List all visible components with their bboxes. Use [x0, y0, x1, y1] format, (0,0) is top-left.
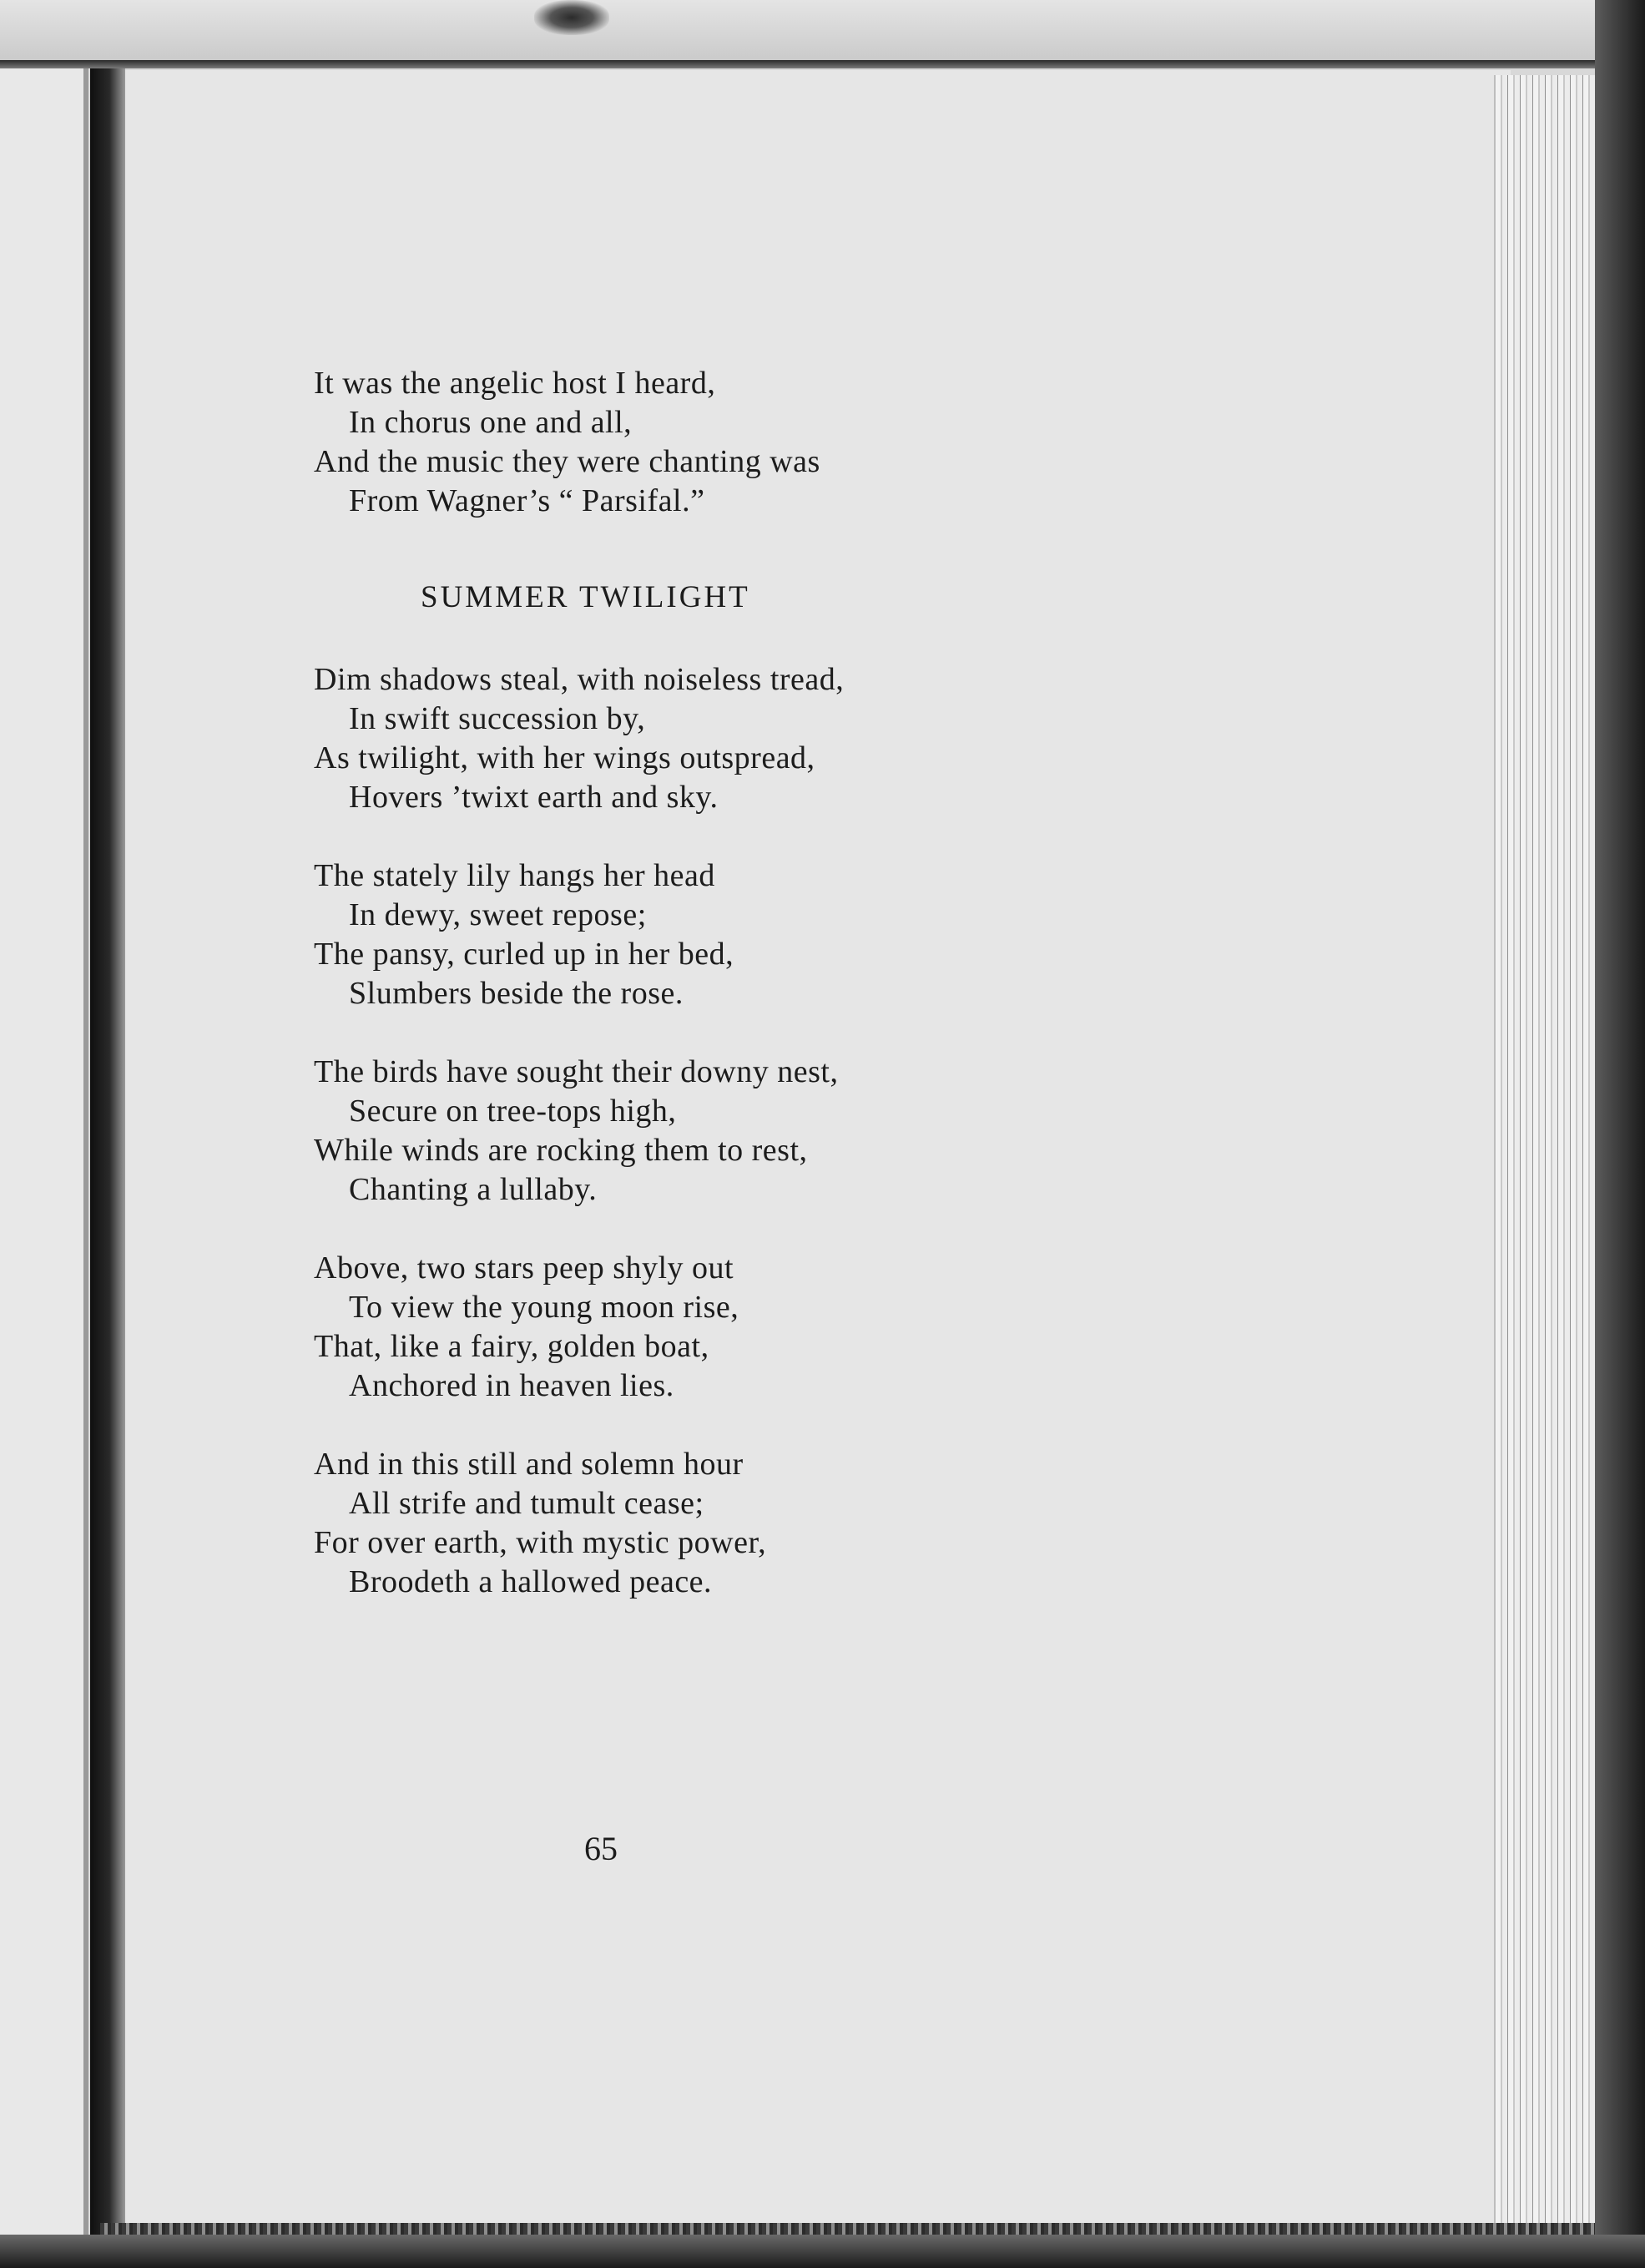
poem-line: Above, two stars peep shyly out — [314, 1250, 734, 1286]
poem-line: To view the young moon rise, — [349, 1290, 739, 1325]
stanza — [314, 1249, 1148, 1406]
scan-top-background — [0, 0, 1645, 67]
poem-line: Anchored in heaven lies. — [349, 1368, 674, 1403]
stanza — [314, 856, 1148, 1013]
poem-line: All strife and tumult cease; — [349, 1486, 704, 1521]
previous-page-edge — [0, 68, 88, 2235]
poem-text — [314, 364, 1148, 1602]
poem-line: And the music they were chanting was — [314, 444, 820, 479]
scan-right-background — [1595, 0, 1645, 2268]
poem-line: In swift succession by, — [349, 701, 646, 736]
poem-line: Slumbers beside the rose. — [349, 976, 684, 1011]
page-number: 65 — [584, 1830, 618, 1867]
poem-line: The birds have sought their downy nest, — [314, 1054, 839, 1089]
page-top-edge — [0, 60, 1595, 68]
poem-line: In chorus one and all, — [349, 405, 633, 440]
poem-line: That, like a fairy, golden boat, — [314, 1329, 709, 1364]
scan-artifact — [534, 0, 609, 35]
stanza — [314, 1053, 1148, 1210]
stanza — [314, 1445, 1148, 1602]
scan-bottom-background — [0, 2235, 1645, 2268]
stanza — [314, 660, 1148, 817]
poem-line: And in this still and solemn hour — [314, 1447, 744, 1482]
poem-line: For over earth, with mystic power, — [314, 1525, 767, 1560]
poem-line: Chanting a lullaby. — [349, 1172, 598, 1207]
poem-line: Secure on tree-tops high, — [349, 1094, 677, 1129]
poem-line: It was the angelic host I heard, — [314, 366, 716, 401]
page-stack-edges — [1494, 75, 1596, 2231]
poem-line: The stately lily hangs her head — [314, 858, 715, 893]
page-bottom-edge — [100, 2223, 1595, 2235]
poem-line: Broodeth a hallowed peace. — [349, 1564, 713, 1599]
poem-line: Hovers ’twixt earth and sky. — [349, 780, 719, 815]
poem-line: While winds are rocking them to rest, — [314, 1133, 808, 1168]
book-gutter — [90, 68, 125, 2235]
opening-stanza — [314, 364, 1148, 521]
poem-line: The pansy, curled up in her bed, — [314, 937, 734, 972]
poem-line: As twilight, with her wings outspread, — [314, 740, 815, 775]
poem-line: Dim shadows steal, with noiseless tread, — [314, 662, 845, 697]
poem-title: SUMMER TWILIGHT — [421, 580, 750, 614]
poem-line: From Wagner’s “ Parsifal.” — [349, 483, 705, 518]
poem-line: In dewy, sweet repose; — [349, 897, 647, 932]
